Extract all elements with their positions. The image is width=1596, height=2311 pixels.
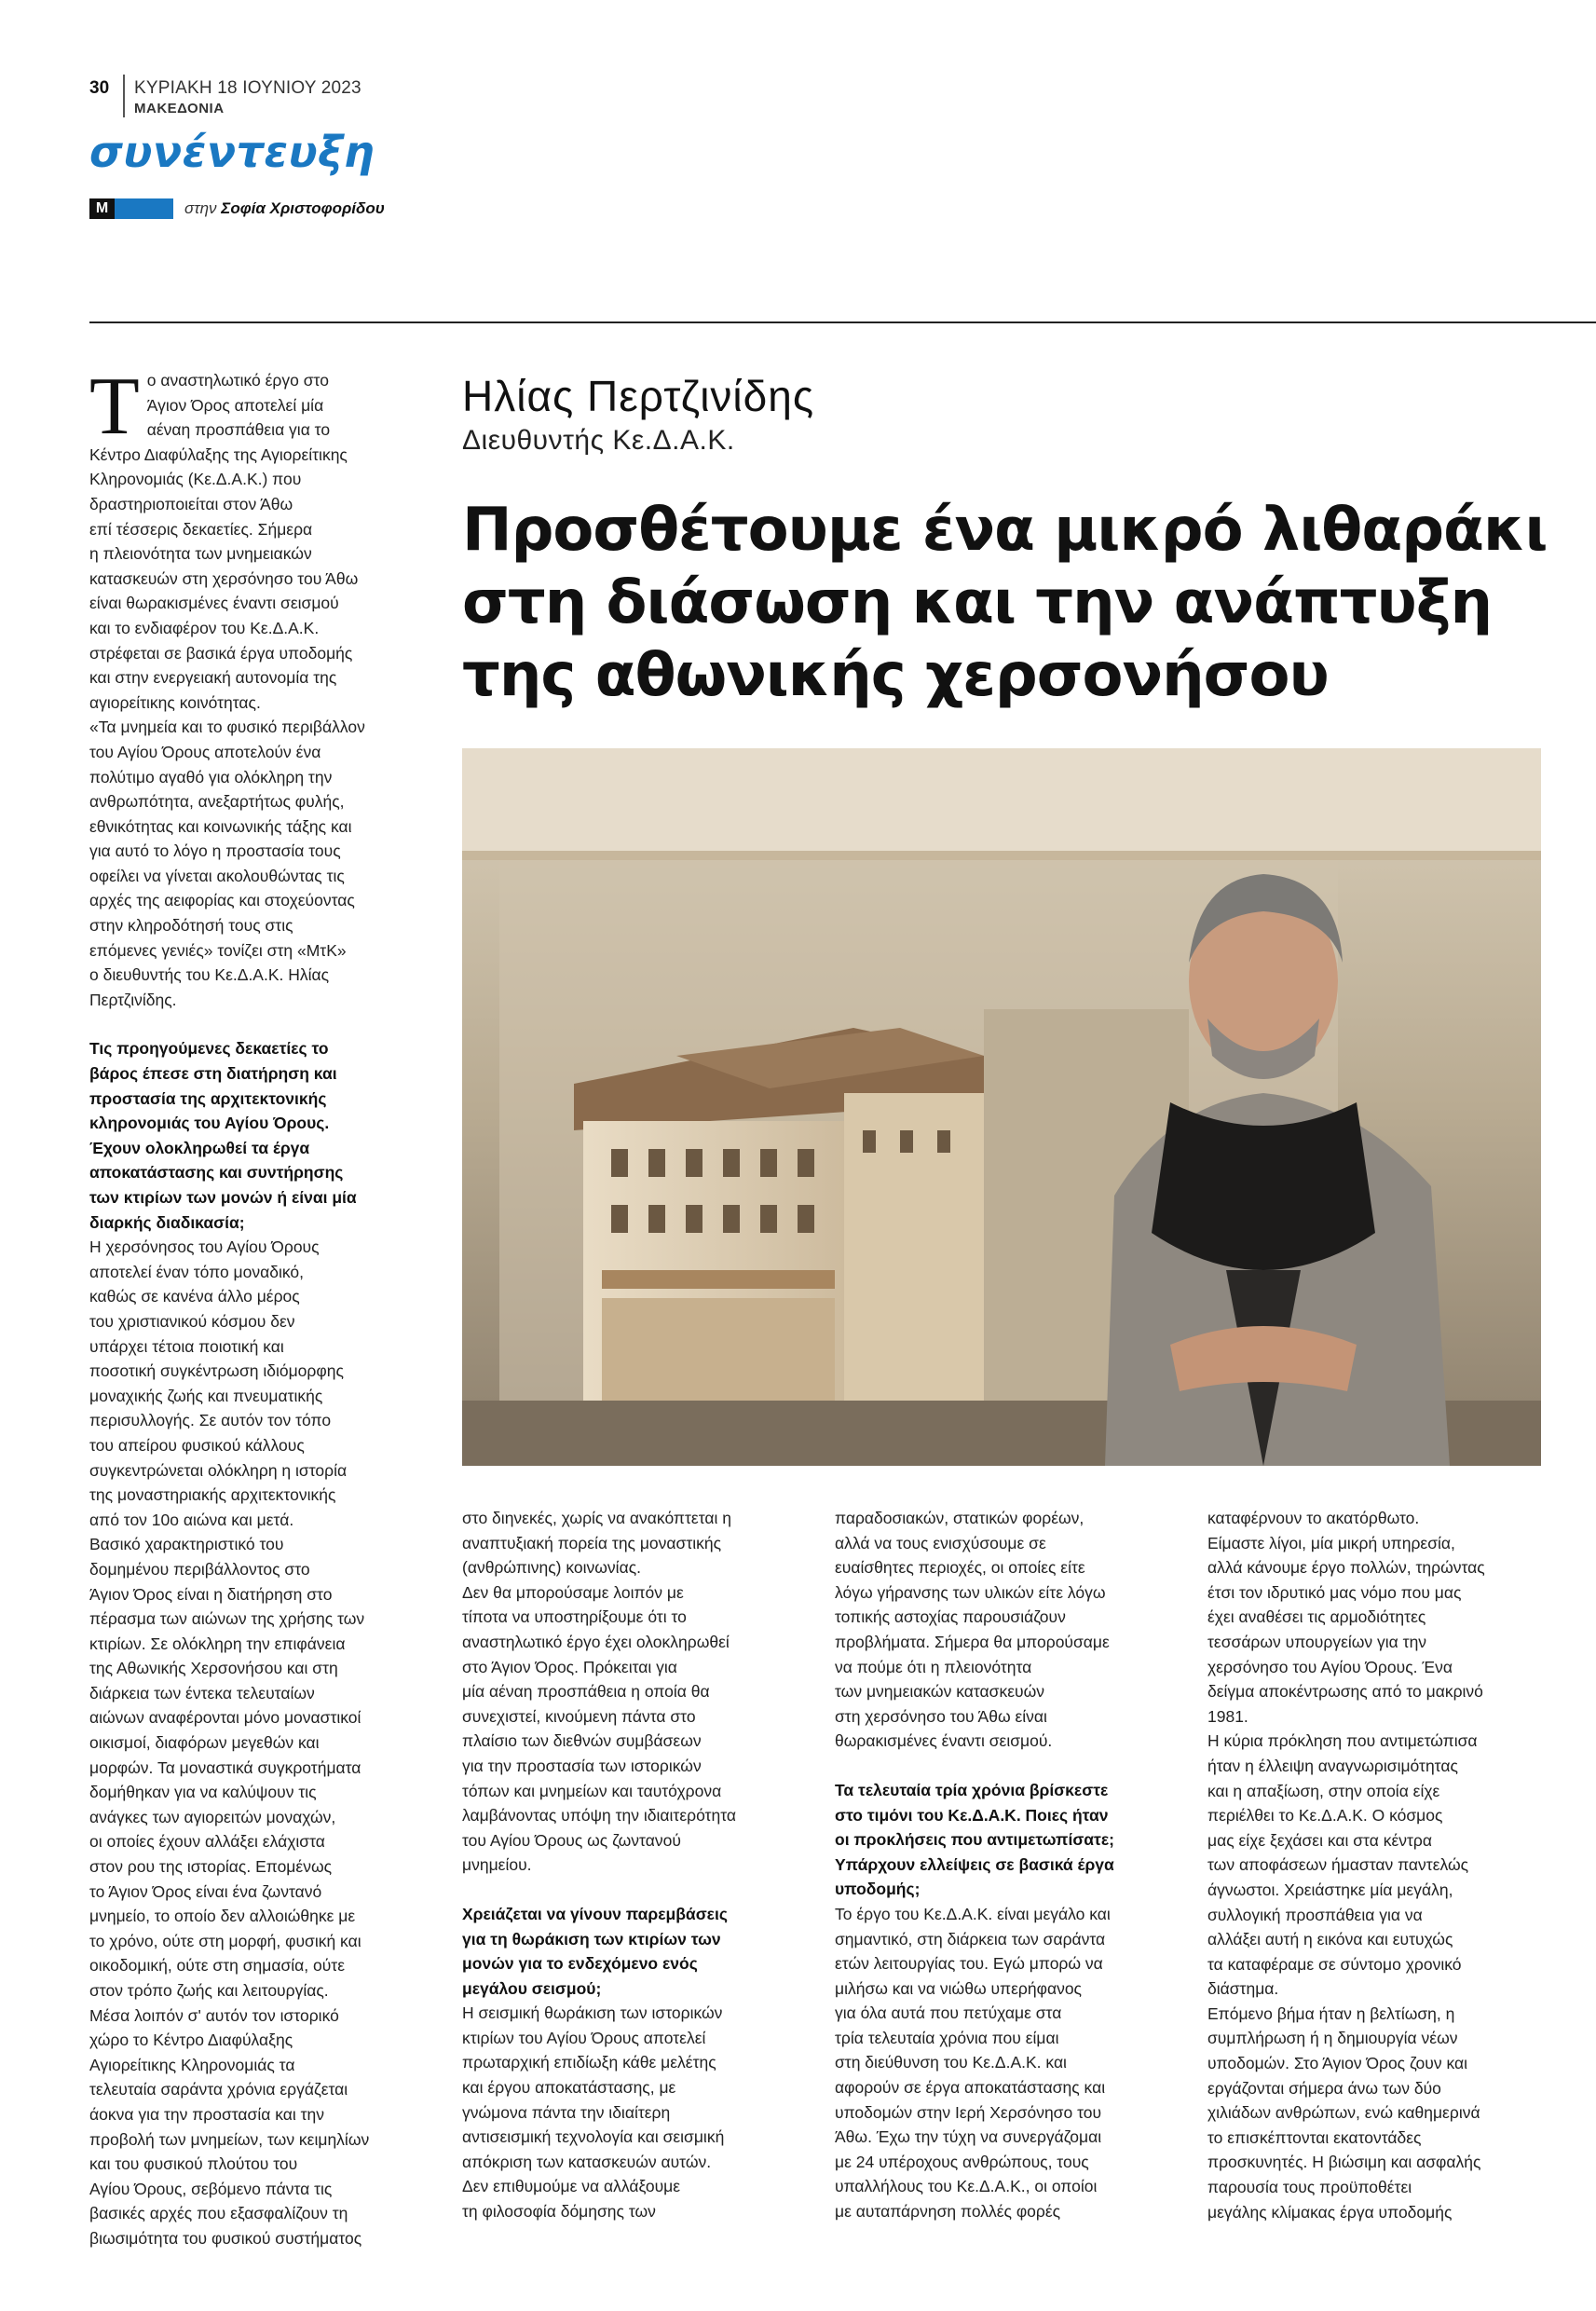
interviewee-name: Ηλίας Περτζινίδης [462,372,814,420]
brand-logo: M [89,198,115,219]
interviewee-role: Διευθυντής Κε.Δ.Α.Κ. [462,425,735,456]
byline-author: Σοφία Χριστοφορίδου [221,199,385,217]
answer-2-part-2: παραδοσιακών, στατικών φορέων, αλλά να τους ενισχύσουμε σε ευαίσθητες περιοχές, οι οποίες είτε λόγω γήρανσης των υλικών είτε λόγω τοπικής αστοχίας παρουσιάζουν προβλήματα. Σήμερα θα μπορούσαμε να πούμε ότι η πλειονότητα των μνημειακών κατασκευών στη χερσόνησο του Άθω είναι θωρακισμένες έναντι σεισμού. [835,1509,1110,1751]
byline [184,199,385,218]
newspaper-name: ΜΑΚΕΔΟΝΙΑ [134,101,225,116]
header-rule [89,321,1596,323]
answer-3-part-2: καταφέρνουν το ακατόρθωτο. Είμαστε λίγοι, μία μικρή υπηρεσία, αλλά κάνουμε έργο πολλών, τηρώντας έτσι τον ιδρυτικό μας νόμο που μας έχει αναθέσει τις αρμοδιότητες τεσσάρων υπουργείων για την χερσόνησο του Αγίου Όρους. Ένα δείγμα αποκέντρωσης από το μακρινό 1981. Η κύρια πρόκληση που αντιμετώπισα ήταν η έλλειψη αναγνωρισιμότητας και η απαξίωση, στην οποία είχε περιέλθει το Κε.Δ.Α.Κ. Ο κόσμος μας είχε ξεχάσει και στα κέντρα των αποφάσεων ήμασταν παντελώς άγνωστοι. Χρειάστηκε μία μεγάλη, συλλογική προσπάθεια για να αλλάξει αυτή η εικόνα και ευτυχώς τα καταφέραμε σε σύντομο χρονικό διάστημα. Επόμενο βήμα ήταν η βελτίωση, η συμπλήρωση ή η δημιουργία νέων υποδομών. Στο Άγιον Όρος ζουν και εργάζονται σήμερα άνω των δύο χιλιάδων ανθρώπων, ενώ καθημερινά το επισκέπτονται εκατοντάδες προσκυνητές. Η βιώσιμη και ασφαλής παρουσία τους προϋποθέτει μεγάλης κλίμακας έργα υποδομής [1207,1509,1485,2222]
byline-prefix: στην [184,199,217,217]
answer-2-part-1: Η σεισμική θωράκιση των ιστορικών κτιρίων του Αγίου Όρους αποτελεί πρωταρχική επιδίωξη κάθε μελέτης και έργου αποκατάστασης, με γνώμονα πάντα την ιδιαίτερη αντισεισμική τεχνολογία και σεισμική απόκριση των κατασκευών αυτών. Δεν επιθυμούμε να αλλάξουμε τη φιλοσοφία δόμησης των [462,2003,725,2222]
headline: Προσθέτουμε ένα μικρό λιθαράκι στη διάσωση και την ανάπτυξη της αθωνικής χερσονήσου [462,496,1548,710]
issue-date: ΚΥΡΙΑΚΗ 18 ΙΟΥΝΙΟΥ 2023 [134,78,361,98]
answer-1-part-1: Η χερσόνησος του Αγίου Όρους αποτελεί έναν τόπο μοναδικό, καθώς σε κανένα άλλο μέρος του χριστιανικού κόσμου δεν υπάρχει τέτοια ποιοτική και ποσοτική συγκέντρωση ιδιόμορφης μοναχικής ζωής και πνευματικής περισυλλογής. Σε αυτόν τον τόπο του απείρου φυσικού κάλλους συγκεντρώνεται ολόκληρη η ιστορία της μοναστηριακής αρχιτεκτονικής από τον 10ο αιώνα και μετά. Βασικό χαρακτηριστικό του δομημένου περιβάλλοντος στο Άγιον Όρος είναι η διατήρηση στο πέρασμα των αιώνων της χρήσης των κτιρίων. Σε ολόκληρη την επιφάνεια της Αθωνικής Χερσονήσου και στη διάρκεια των έντεκα τελευταίων αιώνων αναφέρονται μόνο μοναστικοί οικισμοί, διαφόρων μεγεθών και μορφών. Τα μοναστικά συγκροτήματα δομήθηκαν για να καλύψουν τις ανάγκες των αγιορειτών μοναχών, οι οποίες έχουν αλλάξει ελάχιστα στον ρου της ιστορίας. Επομένως το Άγιον Όρος είναι ένα ζωντανό μνημείο, το οποίο δεν αλλοιώθηκε με το χρόνο, ούτε στη μορφή, φυσική και οικοδομική, ούτε στη σημασία, ούτε στον τρόπο ζωής και λειτουργίας. Μέσα λοιπόν σ' αυτόν τον ιστορικό χώρο το Κέντρο Διαφύλαξης Αγιορείτικης Κληρονομιάς τα τελευταία σαράντα χρόνια εργάζεται άοκνα για την προστασία και την προβολή των μνημείων, των κειμηλίων και του φυσικού πλούτου του Αγίου Όρους, σεβόμενο πάντα τις βασικές αρχές που εξασφαλίζουν τη βιωσιμότητα του φυσικού συστήματος [89,1238,370,2248]
intro-paragraph: ο αναστηλωτικό έργο στο Άγιον Όρος αποτελεί μία αέναη προσπάθεια για το Κέντρο Διαφύλαξης της Αγιορείτικης Κληρονομιάς (Κε.Δ.Α.Κ.) που δραστηριοποιείται στον Άθω επί τέσσερις δεκαετίες. Σήμερα η πλειονότητα των μνημειακών κατασκευών στη χερσόνησο του Άθω είναι θωρακισμένες έναντι σεισμού και το ενδιαφέρον του Κε.Δ.Α.Κ. στρέφεται σε βασικά έργα υποδομής και στην ενεργειακή αυτονομία της αγιορείτικης κοινότητας. «Τα μνημεία και το φυσικό περιβάλλον του Αγίου Όρους αποτελούν ένα πολύτιμο αγαθό για ολόκληρη την ανθρωπότητα, ανεξαρτήτως φυλής, εθνικότητας και κοινωνικής τάξης και για αυτό το λόγο η προστασία τους οφείλει να γίνεται ακολουθώντας τις αρχές της αειφορίας και στοχεύοντας στην κληροδότησή τους στις επόμενες γενιές» τονίζει στη «ΜτΚ» ο διευθυντής του Κε.Δ.Α.Κ. Ηλίας Περτζινίδης. [89,371,365,1009]
section-label: συνέντευξη [89,127,375,177]
answer-3-part-1: Το έργο του Κε.Δ.Α.Κ. είναι μεγάλο και σημαντικό, στη διάρκεια των σαράντα ετών λειτουργίας του. Εγώ μπορώ να μιλήσω και να νιώθω υπερήφανος για όλα αυτά που πετύχαμε στα τρία τελευταία χρόνια που είμαι στη διεύθυνση του Κε.Δ.Α.Κ. και αφορούν σε έργα αποκατάστασης και υποδομών στην Ιερή Χερσόνησο του Άθω. Έχω την τύχη να συνεργάζομαι με 24 υπέροχους ανθρώπους, τους υπαλλήλους του Κε.Δ.Α.Κ., οι οποίοι με αυταπάρνηση πολλές φορές [835,1904,1111,2222]
article-column-2 [462,1506,792,2224]
question-3: Τα τελευταία τρία χρόνια βρίσκεστε στο τιμόνι του Κε.Δ.Α.Κ. Ποιες ήταν οι προκλήσεις που αντιμετωπίσατε; Υπάρχουν ελλείψεις σε βασικά έργα υποδομής; [835,1780,1114,1899]
portrait-photo [462,748,1541,1466]
article-column-1 [89,362,417,2251]
page-number: 30 [89,78,110,98]
article-column-4 [1207,1506,1537,2224]
answer-1-part-2: στο διηνεκές, χωρίς να ανακόπτεται η αναπτυξιακή πορεία της μοναστικής (ανθρώπινης) κοινωνίας. Δεν θα μπορούσαμε λοιπόν με τίποτα να υποστηρίξουμε ότι το αναστηλωτικό έργο έχει ολοκληρωθεί στο Άγιον Όρος. Πρόκειται για μία αέναη προσπάθεια η οποία θα συνεχιστεί, κινούμενη πάντα στο πλαίσιο των διεθνών συμβάσεων για την προστασία των ιστορικών τόπων και μνημείων και ταυτόχρονα λαμβάνοντας υπόψη την ιδιαιτερότητα του Αγίου Όρους ως ζωντανού μνημείου. [462,1509,736,1875]
photo-illustration [462,748,1541,1466]
brand-accent-bar [115,198,173,219]
question-2: Χρειάζεται να γίνουν παρεμβάσεις για τη θωράκιση των κτιρίων των μονών για το ενδεχόμενο ενός μεγάλου σεισμού; [462,1904,728,1998]
article-column-3 [835,1506,1165,2224]
question-1: Τις προηγούμενες δεκαετίες το βάρος έπεσε στη διατήρηση και προστασία της αρχιτεκτονικής κληρονομιάς του Αγίου Όρους. Έχουν ολοκληρωθεί τα έργα αποκατάστασης και συντήρησης των κτιρίων των μονών ή είναι μία διαρκής διαδικασία; [89,1039,357,1232]
folio-divider [123,75,125,117]
drop-cap: Τ [89,362,140,452]
